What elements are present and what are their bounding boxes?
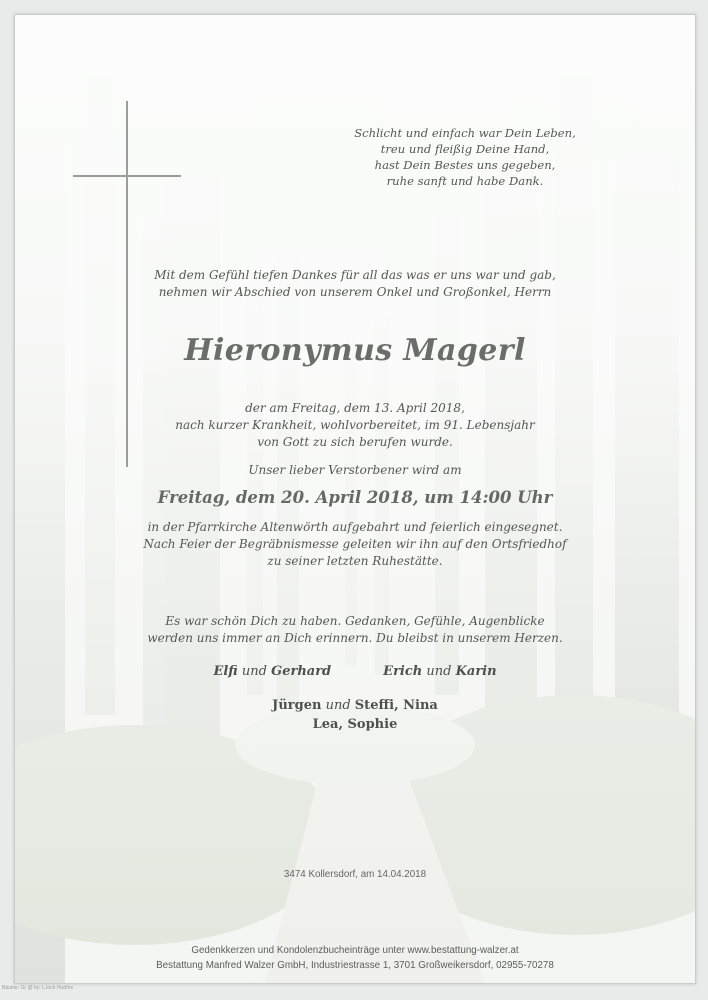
death-line: nach kurzer Krankheit, wohlvorbereitet, im 91. Lebensjahr <box>175 418 535 432</box>
closing-line: Es war schön Dich zu haben. Gedanken, Gefühle, Augenblicke <box>165 614 545 628</box>
mourner-name: Elfi <box>213 664 238 679</box>
announce-text: Unser lieber Verstorbener wird am <box>248 463 462 477</box>
obituary-card <box>14 14 696 984</box>
footer-line: Gedenkkerzen und Kondolenzbucheinträge unter www.bestattung-walzer.at <box>191 945 519 956</box>
poem-line: hast Dein Bestes uns gegeben, <box>374 158 556 172</box>
death-notice <box>15 400 695 451</box>
deceased-name: Hieronymus Magerl <box>184 333 526 368</box>
mourner-pair <box>383 664 496 679</box>
mourner-name: Karin <box>455 664 497 679</box>
mourner-pair <box>213 664 331 679</box>
mourner-name: Erich <box>383 664 423 679</box>
ceremony-line: Nach Feier der Begräbnismesse geleiten wir ihn auf den Ortsfriedhof <box>143 537 567 551</box>
funeral-date: Freitag, dem 20. April 2018, um 14:00 Uhr <box>157 488 553 507</box>
intro-text <box>15 267 695 301</box>
mourners-row-1 <box>15 664 695 679</box>
closing-text <box>15 613 695 647</box>
conjunction: und <box>325 698 351 713</box>
poem-line: ruhe sanft und habe Dank. <box>386 174 544 188</box>
ceremony-text <box>15 519 695 570</box>
poem <box>325 125 605 189</box>
intro-line: Mit dem Gefühl tiefen Dankes für all das was er uns war und gab, <box>154 268 556 282</box>
conjunction: und <box>426 664 452 679</box>
conjunction: und <box>241 664 267 679</box>
death-line: der am Freitag, dem 13. April 2018, <box>245 401 465 415</box>
mourner-name: Steffi, Nina <box>354 698 438 713</box>
mourners-row-2 <box>15 696 695 734</box>
mourner-name: Jürgen <box>272 698 322 713</box>
place-date: 3474 Kollersdorf, am 14.04.2018 <box>283 869 427 880</box>
image-credit: Bäume: Gr @ by: L.loch Hudrhs <box>2 985 73 991</box>
poem-line: treu und fleißig Deine Hand, <box>380 142 550 156</box>
death-line: von Gott zu sich berufen wurde. <box>257 435 453 449</box>
poem-line: Schlicht und einfach war Dein Leben, <box>354 126 576 140</box>
intro-line: nehmen wir Abschied von unserem Onkel und Großonkel, Herrn <box>158 285 552 299</box>
ceremony-line: in der Pfarrkirche Altenwörth aufgebahrt und feierlich eingesegnet. <box>147 520 563 534</box>
ceremony-line: zu seiner letzten Ruhestätte. <box>267 554 443 568</box>
footer <box>15 943 695 973</box>
footer-line: Bestattung Manfred Walzer GmbH, Industriestrasse 1, 3701 Großweikersdorf, 02955-70278 <box>156 960 554 971</box>
mourner-name: Gerhard <box>271 664 332 679</box>
mourner-name: Lea, Sophie <box>312 717 398 732</box>
closing-line: werden uns immer an Dich erinnern. Du bleibst in unserem Herzen. <box>147 631 563 645</box>
